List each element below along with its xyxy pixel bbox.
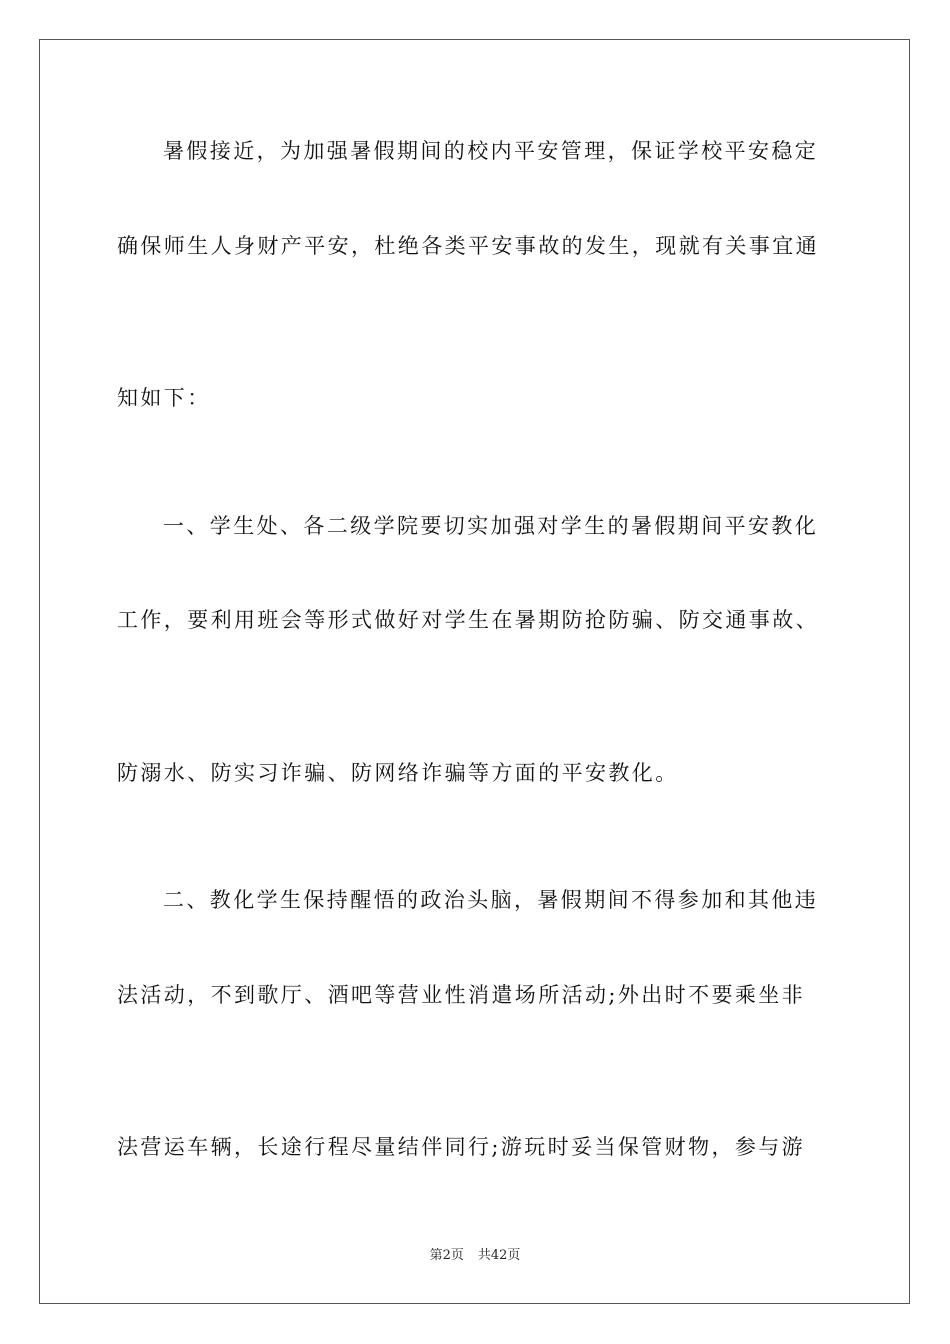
page-footer xyxy=(0,1246,950,1266)
body-line-8: 法活动，不到歌厅、酒吧等营业性消遣场所活动;外出时不要乘坐非 xyxy=(117,983,806,1007)
page-total: 共42页 xyxy=(477,1248,521,1263)
body-line-5: 工作，要利用班会等形式做好对学生在暑期防抢防骗、防交通事故、 xyxy=(117,608,819,632)
body-line-7: 二、教化学生保持醒悟的政治头脑，暑假期间不得参加和其他违 xyxy=(163,888,819,912)
body-line-2: 确保师生人身财产平安，杜绝各类平安事故的发生，现就有关事宜通 xyxy=(117,234,819,258)
body-line-3: 知如下： xyxy=(117,386,211,410)
body-line-9: 法营运车辆，长途行程尽量结伴同行;游玩时妥当保管财物，参与游 xyxy=(117,1135,806,1159)
body-line-4: 一、学生处、各二级学院要切实加强对学生的暑假期间平安教化 xyxy=(163,514,819,538)
body-line-6: 防溺水、防实习诈骗、防网络诈骗等方面的平安教化。 xyxy=(117,761,679,785)
page-border xyxy=(39,39,910,1304)
body-line-1: 暑假接近，为加强暑假期间的校内平安管理，保证学校平安稳定 xyxy=(163,139,819,163)
page-number: 第2页 xyxy=(429,1248,464,1263)
